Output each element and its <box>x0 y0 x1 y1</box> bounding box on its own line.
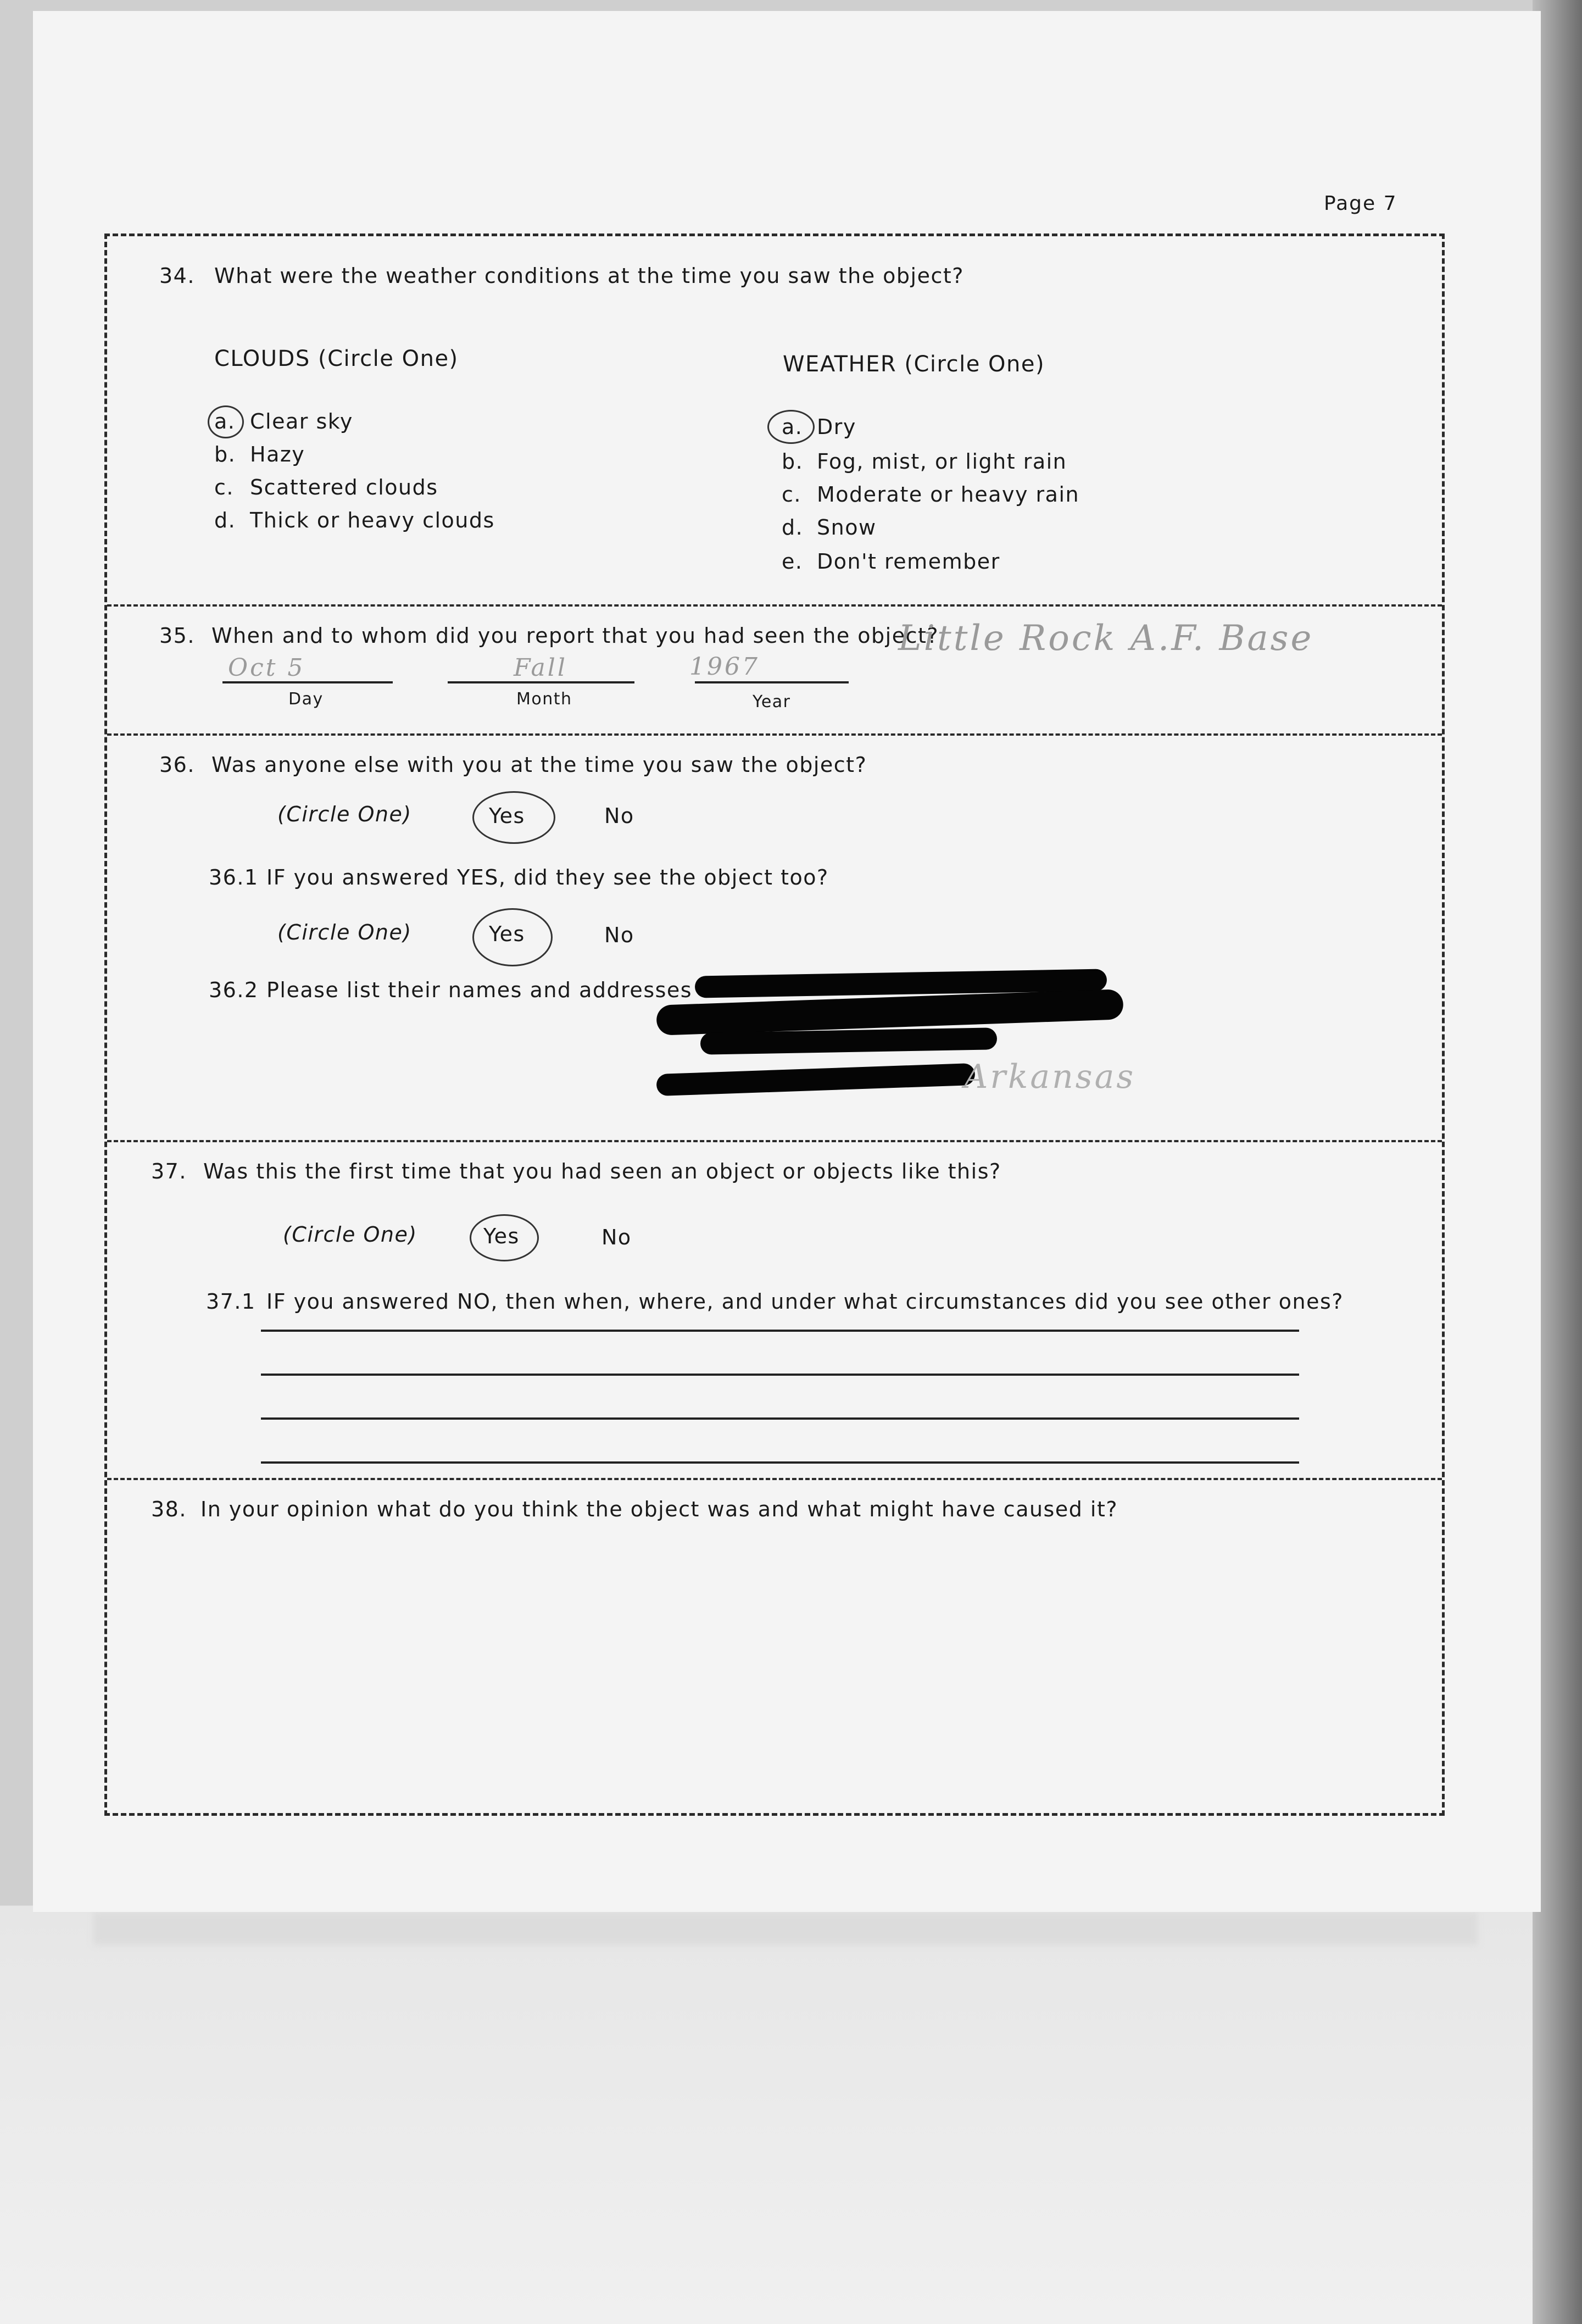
question-37 <box>107 1140 1442 1486</box>
answer-circle-mark <box>208 405 244 438</box>
document-page <box>33 11 1541 1912</box>
year-value: 1967 <box>689 653 760 681</box>
question-text: In your opinion what do you think the object was and what might have caused it? <box>200 1497 1118 1521</box>
no-option: No <box>604 923 634 947</box>
weather-option-label: Fog, mist, or light rain <box>817 449 1067 474</box>
page-shadow <box>93 1912 1478 1945</box>
sub-question-number: 36.2 <box>209 978 259 1002</box>
redaction-mark <box>656 1063 975 1096</box>
question-35 <box>107 604 1442 736</box>
day-value: Oct 5 <box>228 654 305 682</box>
weather-header: WEATHER (Circle One) <box>783 352 1045 377</box>
question-38 <box>107 1478 1442 1813</box>
sub-question-number: 36.1 <box>209 865 259 889</box>
questionnaire-form <box>104 233 1445 1816</box>
weather-option-letter: b. <box>782 449 804 474</box>
question-text: What were the weather conditions at the time you saw the object? <box>214 264 964 288</box>
question-text: Was this the first time that you had seen an object or objects like this? <box>203 1159 1001 1183</box>
clouds-option-label: Hazy <box>250 442 305 466</box>
page-number: Page 7 <box>1324 192 1397 215</box>
handwritten-answer: Little Rock A.F. Base <box>898 618 1314 659</box>
year-label: Year <box>753 692 791 711</box>
clouds-option-letter: b. <box>214 442 236 466</box>
month-label: Month <box>516 690 572 709</box>
answer-line <box>261 1330 1299 1332</box>
question-36 <box>107 733 1442 1140</box>
answer-circle-mark <box>472 908 553 966</box>
clouds-option-label: Thick or heavy clouds <box>250 508 495 532</box>
circle-one-label: (Circle One) <box>277 920 412 944</box>
clouds-option-letter: a. <box>214 409 236 433</box>
month-underline <box>448 681 634 683</box>
day-label: Day <box>288 690 324 709</box>
handwritten-address-fragment: Arkansas <box>964 1058 1136 1096</box>
weather-option-letter: d. <box>782 515 804 540</box>
sub-question-number: 37.1 <box>206 1289 256 1314</box>
clouds-option-label: Clear sky <box>250 409 353 433</box>
question-number: 34. <box>159 264 195 288</box>
question-number: 36. <box>159 753 195 777</box>
yes-option: Yes <box>483 1224 520 1248</box>
answer-line <box>261 1374 1299 1376</box>
weather-option-label: Moderate or heavy rain <box>817 482 1080 507</box>
sub-question-text: IF you answered YES, did they see the object too? <box>266 865 829 889</box>
question-text: Was anyone else with you at the time you saw the object? <box>211 753 867 777</box>
question-number: 35. <box>159 624 195 648</box>
question-number: 37. <box>151 1159 187 1183</box>
yes-option: Yes <box>489 804 525 828</box>
year-underline <box>695 681 849 683</box>
no-option: No <box>604 804 634 828</box>
day-underline <box>222 681 393 683</box>
clouds-option-label: Scattered clouds <box>250 475 438 499</box>
weather-option-letter: e. <box>782 549 803 574</box>
answer-circle-mark <box>470 1214 539 1261</box>
answer-circle-mark <box>767 410 815 444</box>
answer-line <box>261 1461 1299 1464</box>
answer-line <box>261 1417 1299 1420</box>
yes-option: Yes <box>489 922 525 946</box>
circle-one-label: (Circle One) <box>277 802 412 826</box>
weather-option-label: Don't remember <box>817 549 1000 574</box>
weather-option-letter: c. <box>782 482 801 507</box>
redaction-mark <box>700 1027 998 1054</box>
no-option: No <box>601 1225 632 1249</box>
answer-circle-mark <box>472 791 555 844</box>
sub-question-text: IF you answered NO, then when, where, and under what circumstances did you see other ones? <box>266 1289 1344 1314</box>
question-number: 38. <box>151 1497 187 1521</box>
question-34 <box>107 236 1442 604</box>
weather-option-label: Dry <box>817 415 856 439</box>
circle-one-label: (Circle One) <box>283 1222 417 1247</box>
month-value: Fall <box>514 654 567 682</box>
clouds-header: CLOUDS (Circle One) <box>214 346 459 371</box>
sub-question-text: Please list their names and addresses <box>266 978 693 1002</box>
weather-option-label: Snow <box>817 515 877 540</box>
clouds-option-letter: d. <box>214 508 236 532</box>
clouds-option-letter: c. <box>214 475 234 499</box>
question-text: When and to whom did you report that you had seen the object? <box>211 624 939 648</box>
weather-option-letter: a. <box>782 415 803 439</box>
